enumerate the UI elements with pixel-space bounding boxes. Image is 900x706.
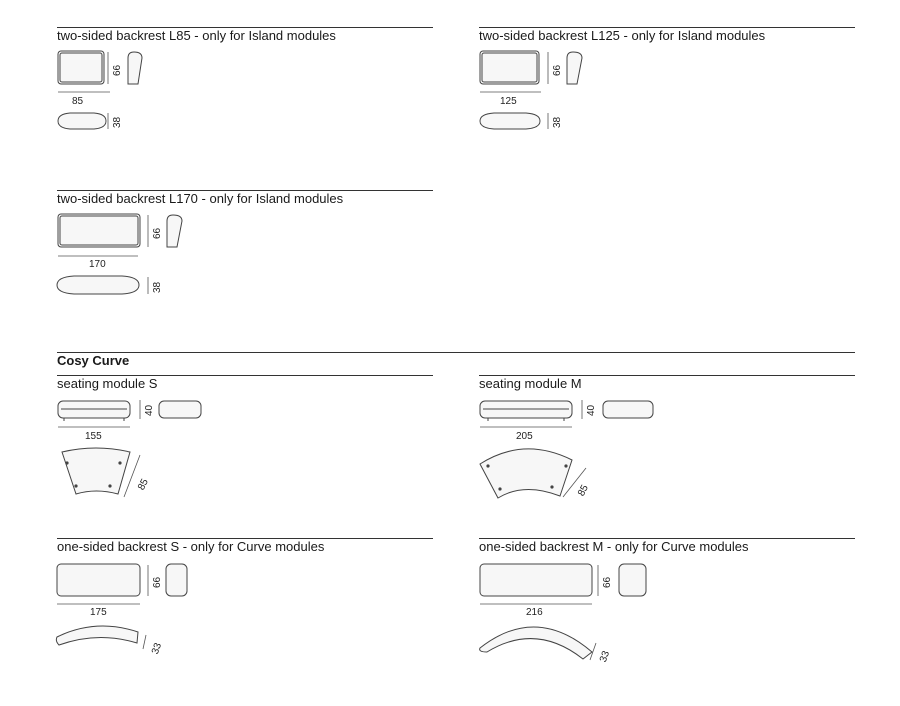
dimension-backrest-s-width: 175 <box>90 607 107 618</box>
dimension-l125-depth: 38 <box>552 116 563 128</box>
dimension-l170-height: 66 <box>152 227 163 239</box>
drawing-backrest-m-top <box>480 627 592 659</box>
drawing-seating-m-front <box>480 401 572 421</box>
drawing-seating-s-front <box>58 401 130 421</box>
drawing-l125-side <box>567 52 582 84</box>
dimension-l170-depth: 38 <box>152 281 163 293</box>
drawing-seating-m-side <box>603 401 653 418</box>
section-title-cosy-curve: Cosy Curve <box>57 353 130 368</box>
dimension-l85-height: 66 <box>112 64 123 76</box>
drawing-l170-top <box>57 276 139 294</box>
drawing-backrest-s-top <box>56 626 138 645</box>
dimension-backrest-m-width: 216 <box>526 607 543 618</box>
drawing-l170-side <box>167 215 182 247</box>
drawing-l125-front <box>480 51 539 84</box>
drawing-l85-front <box>58 51 104 84</box>
module-title-seating-s: seating module S <box>57 376 158 391</box>
dimension-seating-m-depth: 85 <box>576 483 591 499</box>
drawing-l125-top <box>480 113 540 129</box>
drawing-seating-m-top <box>480 449 572 498</box>
module-title-l125: two-sided backrest L125 - only for Island modules <box>479 28 766 43</box>
dimension-backrest-s-height: 66 <box>152 576 163 588</box>
dimension-l125-width: 125 <box>500 96 517 107</box>
dimension-l85-width: 85 <box>72 96 84 107</box>
dimension-seating-s-width: 155 <box>85 431 102 442</box>
drawing-backrest-s-side <box>166 564 187 596</box>
dimension-backrest-m-height: 66 <box>602 576 613 588</box>
dimension-seating-m-width: 205 <box>516 431 533 442</box>
module-title-backrest-m: one-sided backrest M - only for Curve modules <box>479 539 749 554</box>
module-title-seating-m: seating module M <box>479 376 582 391</box>
dimension-l170-width: 170 <box>89 259 106 270</box>
drawing-l85-side <box>128 52 142 84</box>
drawing-backrest-s-front <box>57 564 140 596</box>
module-title-l85: two-sided backrest L85 - only for Island modules <box>57 28 336 43</box>
dimension-backrest-m-depth: 33 <box>598 649 613 664</box>
module-title-backrest-s: one-sided backrest S - only for Curve modules <box>57 539 325 554</box>
drawing-seating-s-top <box>62 448 130 494</box>
drawing-seating-s-side <box>159 401 201 418</box>
dimension-backrest-s-depth: 33 <box>150 641 165 656</box>
drawing-l170-front <box>58 214 140 247</box>
dimension-line-backrest-s-depth <box>143 635 146 649</box>
drawing-backrest-m-front <box>480 564 592 596</box>
dimension-seating-s-height: 40 <box>144 404 155 416</box>
drawing-backrest-m-side <box>619 564 646 596</box>
module-title-l170: two-sided backrest L170 - only for Island modules <box>57 191 344 206</box>
dimension-seating-s-depth: 85 <box>136 477 151 493</box>
dimension-l85-depth: 38 <box>112 116 123 128</box>
dimension-seating-m-height: 40 <box>586 404 597 416</box>
dimension-l125-height: 66 <box>552 64 563 76</box>
drawing-l85-top <box>58 113 106 129</box>
